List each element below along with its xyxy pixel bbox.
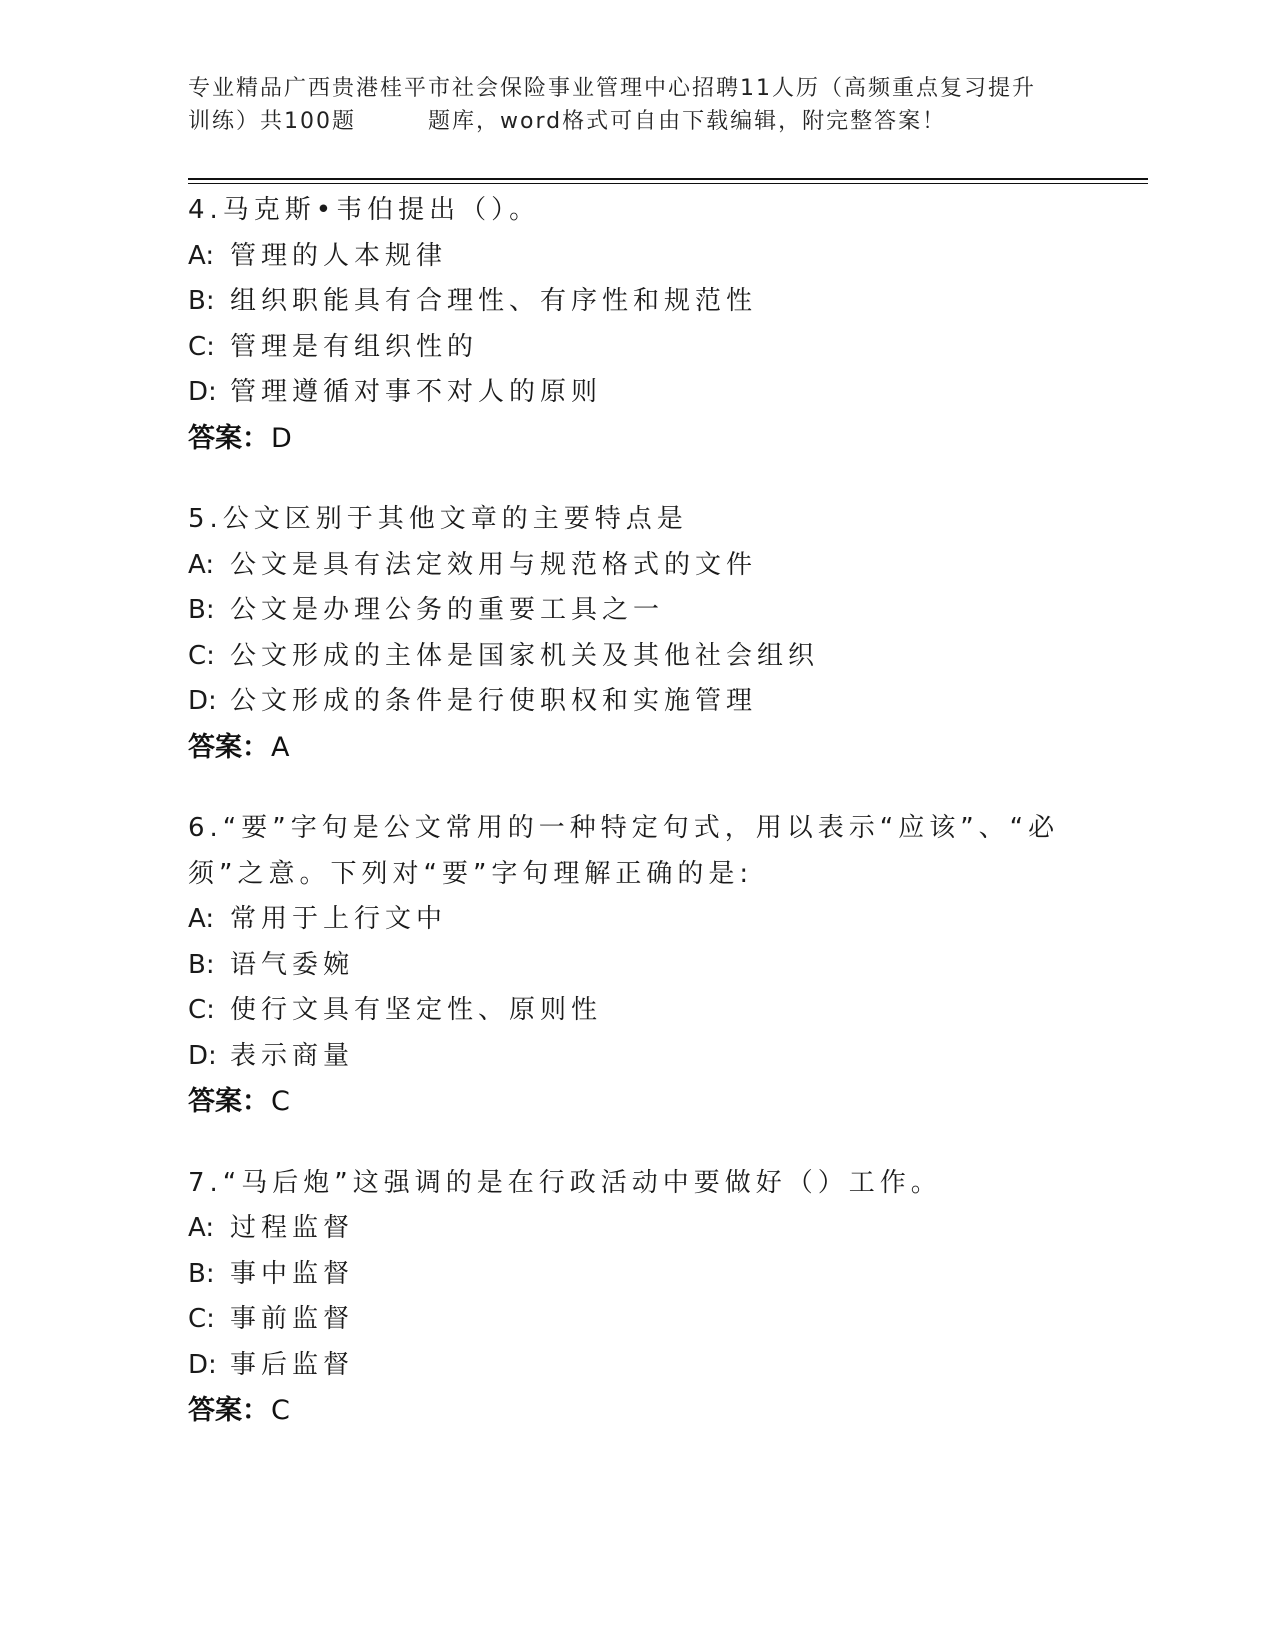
option-letter: A:: [188, 240, 215, 271]
option-c: [188, 325, 1128, 371]
option-letter: D:: [188, 377, 217, 407]
question-title: 6.“要”字句是公文常用的一种特定句式，用以表示“应该”、“必须”之意。下列对“要”字句理解正确的是:: [188, 813, 1060, 889]
option-d: [188, 1034, 1128, 1080]
answer-value: C: [271, 1086, 290, 1117]
option-letter: D:: [188, 686, 217, 716]
option-d: [188, 1343, 1128, 1389]
option-text: 公文形成的主体是国家机关及其他社会组织: [230, 640, 820, 671]
option-text: 事中监督: [230, 1258, 355, 1289]
option-a: [188, 1206, 1128, 1252]
option-text: 管理遵循对事不对人的原则: [230, 377, 603, 407]
option-a: [188, 543, 1128, 589]
header-line-1: 专业精品广西贵港桂平市社会保险事业管理中心招聘11人历（高频重点复习提升: [188, 76, 1036, 101]
answer-value: A: [271, 731, 290, 763]
option-text: 公文形成的条件是行使职权和实施管理: [230, 686, 758, 716]
answer-label: 答案：: [188, 1086, 269, 1117]
option-text: 表示商量: [230, 1040, 355, 1071]
option-text: 管理是有组织性的: [230, 331, 479, 362]
option-d: [188, 679, 1128, 725]
option-letter: B:: [188, 595, 215, 625]
option-a: [188, 897, 1128, 943]
answer-label: 答案：: [188, 1395, 269, 1426]
answer-line: [188, 416, 1128, 462]
option-letter: C:: [188, 995, 215, 1025]
option-text: 事后监督: [230, 1349, 355, 1380]
header-line-2-part-1: 训练）共100题: [188, 109, 356, 134]
option-b: [188, 943, 1128, 989]
option-letter: B:: [188, 286, 215, 316]
answer-line: [188, 725, 1128, 771]
question-6: [188, 806, 1128, 1125]
option-letter: B:: [188, 949, 215, 980]
option-letter: B:: [188, 1258, 215, 1289]
option-letter: A:: [188, 904, 215, 934]
header-rule-thick: [188, 178, 1148, 180]
question-title: 4.马克斯•韦伯提出（）。: [188, 195, 541, 225]
option-text: 公文是办理公务的重要工具之一: [230, 595, 665, 625]
option-letter: A:: [188, 1213, 215, 1243]
header-rule-thin: [188, 183, 1148, 184]
question-7: [188, 1161, 1128, 1434]
option-b: [188, 1252, 1128, 1298]
option-c: [188, 988, 1128, 1034]
option-text: 常用于上行文中: [230, 904, 448, 934]
question-list: [188, 188, 1128, 1470]
option-c: [188, 634, 1128, 680]
option-text: 事前监督: [230, 1304, 355, 1334]
answer-label: 答案：: [188, 731, 269, 763]
option-text: 使行文具有坚定性、原则性: [230, 995, 603, 1025]
option-letter: C:: [188, 640, 215, 671]
option-letter: A:: [188, 549, 215, 580]
option-letter: D:: [188, 1349, 217, 1380]
option-letter: D:: [188, 1040, 217, 1071]
option-text: 公文是具有法定效用与规范格式的文件: [230, 549, 758, 580]
option-d: [188, 370, 1128, 416]
answer-line: [188, 1079, 1128, 1125]
answer-line: [188, 1388, 1128, 1434]
option-text: 组织职能具有合理性、有序性和规范性: [230, 286, 758, 316]
document-header: [188, 72, 1088, 138]
option-b: [188, 279, 1128, 325]
option-a: [188, 234, 1128, 280]
option-text: 语气委婉: [230, 949, 355, 980]
option-text: 管理的人本规律: [230, 240, 448, 271]
question-title: 7.“马后炮”这强调的是在行政活动中要做好（）工作。: [188, 1167, 942, 1198]
question-4: [188, 188, 1128, 461]
header-line-2: [188, 105, 1088, 138]
answer-value: C: [271, 1395, 290, 1426]
header-line-2-part-2: 题库，word格式可自由下载编辑，附完整答案！: [428, 109, 947, 134]
option-c: [188, 1297, 1128, 1343]
option-letter: C:: [188, 331, 215, 362]
option-b: [188, 588, 1128, 634]
question-5: [188, 497, 1128, 770]
question-title: 5.公文区别于其他文章的主要特点是: [188, 504, 688, 534]
answer-label: 答案：: [188, 422, 269, 454]
option-letter: C:: [188, 1304, 215, 1334]
option-text: 过程监督: [230, 1213, 355, 1243]
answer-value: D: [271, 422, 292, 454]
